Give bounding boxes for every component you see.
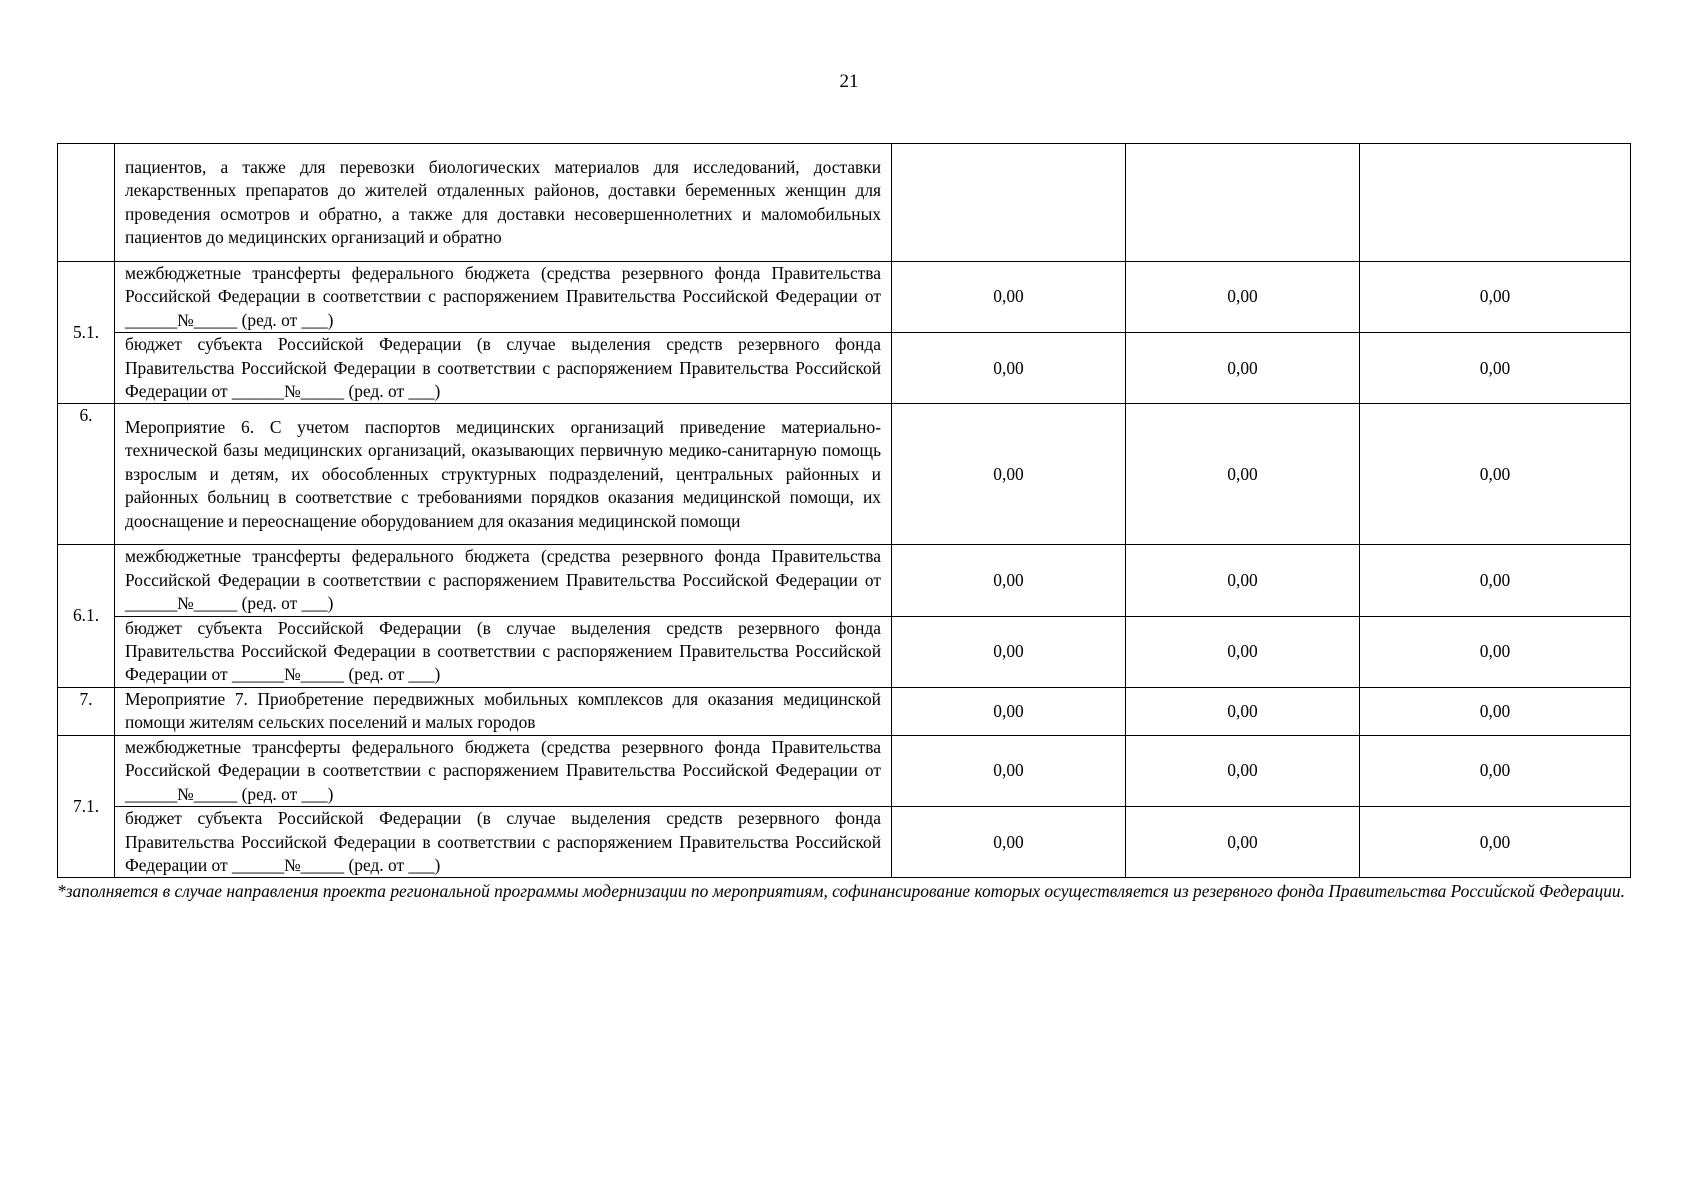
row-description: Мероприятие 7. Приобретение передвижных мобильных комплексов для оказания медицинской помощи жителям сельских поселений и малых городов	[115, 687, 892, 735]
table-row	[58, 262, 1631, 333]
row-number: 5.1.	[58, 262, 115, 404]
row-number: 6.1.	[58, 545, 115, 687]
row-description: межбюджетные трансферты федерального бюджета (средства резервного фонда Правительства Российской Федерации в соответствии с распоряжением Правительства Российской Федерации от ______№_____ (ред. от ___)	[115, 735, 892, 806]
row-value-2: 0,00	[1126, 262, 1360, 333]
financing-table	[57, 143, 1631, 878]
row-value-2: 0,00	[1126, 545, 1360, 616]
row-value-3: 0,00	[1360, 616, 1631, 687]
row-value-2: 0,00	[1126, 333, 1360, 404]
row-number: 7.1.	[58, 735, 115, 877]
row-description: Мероприятие 6. С учетом паспортов медицинских организаций приведение материально-технической базы медицинских организаций, оказывающих первичную медико-санитарную помощь взрослым и детям, их обособленных структурных подразделений, центральных районных и районных больниц в соответствие с требованиями порядков оказания медицинской помощи, их дооснащение и переоснащение оборудованием для оказания медицинской помощи	[115, 404, 892, 545]
row-value-2	[1126, 144, 1360, 262]
row-description: межбюджетные трансферты федерального бюджета (средства резервного фонда Правительства Российской Федерации в соответствии с распоряжением Правительства Российской Федерации от ______№_____ (ред. от ___)	[115, 545, 892, 616]
table-row	[58, 404, 1631, 545]
row-value-2: 0,00	[1126, 735, 1360, 806]
row-value-1: 0,00	[892, 545, 1126, 616]
row-value-1: 0,00	[892, 333, 1126, 404]
row-description: межбюджетные трансферты федерального бюджета (средства резервного фонда Правительства Российской Федерации в соответствии с распоряжением Правительства Российской Федерации от ______№_____ (ред. от ___)	[115, 262, 892, 333]
row-value-1: 0,00	[892, 404, 1126, 545]
row-value-1	[892, 144, 1126, 262]
row-number: 7.	[58, 687, 115, 735]
table-row	[58, 333, 1631, 404]
row-value-2: 0,00	[1126, 687, 1360, 735]
page-number: 21	[839, 71, 859, 92]
table-row	[58, 545, 1631, 616]
row-value-1: 0,00	[892, 735, 1126, 806]
row-description: бюджет субъекта Российской Федерации (в случае выделения средств резервного фонда Правительства Российской Федерации в соответствии с распоряжением Правительства Российской Федерации от ______№_____ (ред. от ___)	[115, 807, 892, 878]
row-value-2: 0,00	[1126, 807, 1360, 878]
row-value-3: 0,00	[1360, 807, 1631, 878]
table-row	[58, 616, 1631, 687]
row-value-1: 0,00	[892, 687, 1126, 735]
row-description: бюджет субъекта Российской Федерации (в случае выделения средств резервного фонда Правительства Российской Федерации в соответствии с распоряжением Правительства Российской Федерации от ______№_____ (ред. от ___)	[115, 616, 892, 687]
row-value-3	[1360, 144, 1631, 262]
row-value-3: 0,00	[1360, 735, 1631, 806]
row-number: 6.	[58, 404, 115, 545]
row-value-3: 0,00	[1360, 333, 1631, 404]
row-description: бюджет субъекта Российской Федерации (в случае выделения средств резервного фонда Правительства Российской Федерации в соответствии с распоряжением Правительства Российской Федерации от ______№_____ (ред. от ___)	[115, 333, 892, 404]
table-row	[58, 807, 1631, 878]
table-row	[58, 735, 1631, 806]
row-value-3: 0,00	[1360, 404, 1631, 545]
row-description: пациентов, а также для перевозки биологических материалов для исследований, доставки лекарственных препаратов до жителей отдаленных районов, доставки беременных женщин для проведения осмотров и обратно, а также для доставки несовершеннолетних и маломобильных пациентов до медицинских организаций и обратно	[115, 144, 892, 262]
footnote: *заполняется в случае направления проекта региональной программы модернизации по мероприятиям, софинансирование которых осуществляется из резервного фонда Правительства Российской Федерации.	[57, 881, 1625, 901]
row-number	[58, 144, 115, 262]
row-value-1: 0,00	[892, 262, 1126, 333]
table-row	[58, 687, 1631, 735]
row-value-3: 0,00	[1360, 262, 1631, 333]
row-value-1: 0,00	[892, 616, 1126, 687]
row-value-2: 0,00	[1126, 616, 1360, 687]
row-value-2: 0,00	[1126, 404, 1360, 545]
table-row	[58, 144, 1631, 262]
row-value-1: 0,00	[892, 807, 1126, 878]
row-value-3: 0,00	[1360, 687, 1631, 735]
row-value-3: 0,00	[1360, 545, 1631, 616]
